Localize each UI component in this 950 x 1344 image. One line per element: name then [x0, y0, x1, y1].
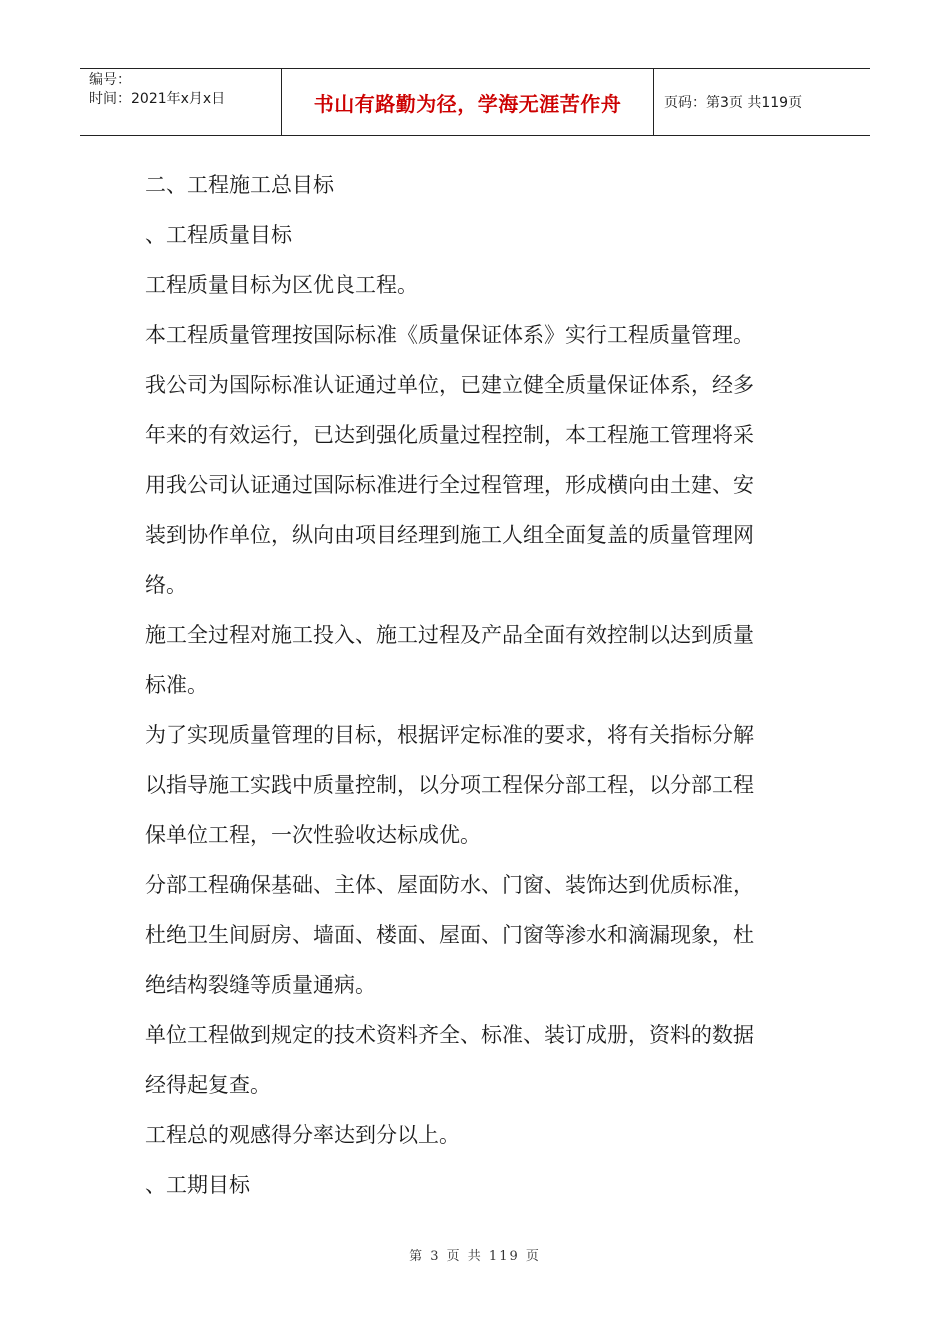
body-line: 络。 [145, 573, 187, 597]
body-line: 杜绝卫生间厨房、墙面、楼面、屋面、门窗等渗水和滴漏现象，杜 [145, 923, 754, 947]
body-line: 以指导施工实践中质量控制，以分项工程保分部工程，以分部工程 [145, 773, 754, 797]
body-line: 分部工程确保基础、主体、屋面防水、门窗、装饰达到优质标准， [145, 873, 754, 897]
body-line: 年来的有效运行，已达到强化质量过程控制，本工程施工管理将采 [145, 423, 754, 447]
body-line: 装到协作单位，纵向由项目经理到施工人组全面复盖的质量管理网 [145, 523, 754, 547]
body-line: 绝结构裂缝等质量通病。 [145, 973, 376, 997]
body-line: 工程总的观感得分率达到分以上。 [145, 1123, 460, 1147]
body-line: 我公司为国际标准认证通过单位，已建立健全质量保证体系，经多 [145, 373, 754, 397]
body-line: 单位工程做到规定的技术资料齐全、标准、装订成册，资料的数据 [145, 1023, 754, 1047]
header-meta [80, 69, 282, 135]
header-motto: 书山有路勤为径，学海无涯苦作舟 [282, 69, 654, 135]
document-date: 时间：2021年x月x日 [89, 91, 226, 107]
body-line: 工程质量目标为区优良工程。 [145, 273, 418, 297]
body-line: 标准。 [145, 673, 208, 697]
subsection-heading: 、工期目标 [145, 1173, 250, 1197]
section-heading: 二、工程施工总目标 [145, 173, 334, 197]
body-line: 保单位工程，一次性验收达标成优。 [145, 823, 481, 847]
document-number: 编号： [89, 72, 131, 88]
body-line: 施工全过程对施工投入、施工过程及产品全面有效控制以达到质量 [145, 623, 754, 647]
page-footer: 第 3 页 共 119 页 [409, 1249, 541, 1264]
body-line: 经得起复查。 [145, 1073, 271, 1097]
body-line: 本工程质量管理按国际标准《质量保证体系》实行工程质量管理。 [145, 323, 754, 347]
body-line: 为了实现质量管理的目标，根据评定标准的要求，将有关指标分解 [145, 723, 754, 747]
body-line: 用我公司认证通过国际标准进行全过程管理，形成横向由土建、安 [145, 473, 754, 497]
document-body [145, 160, 810, 1210]
subsection-heading: 、工程质量目标 [145, 223, 292, 247]
page-header [80, 68, 870, 136]
header-page-info: 页码：第3页 共119页 [664, 95, 803, 111]
